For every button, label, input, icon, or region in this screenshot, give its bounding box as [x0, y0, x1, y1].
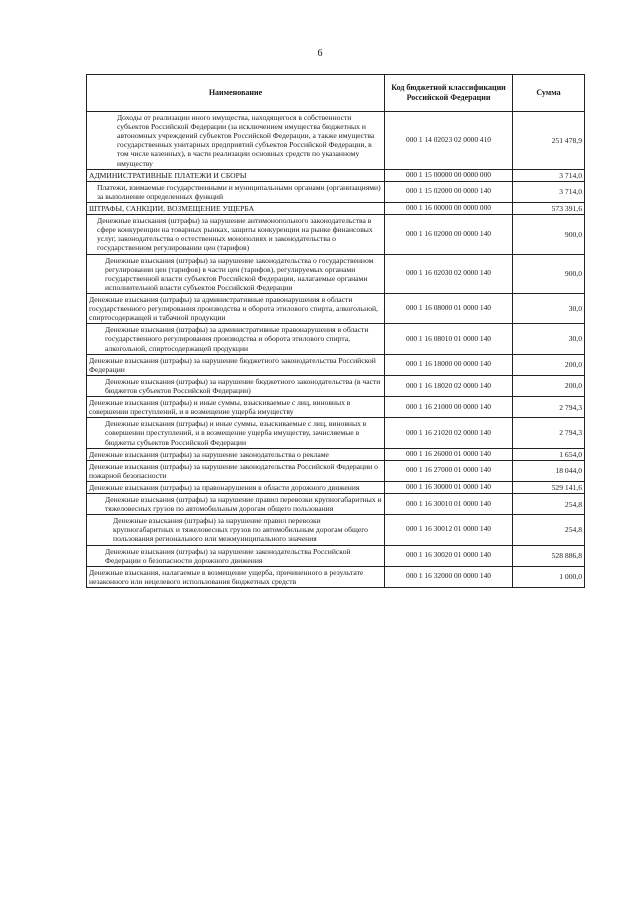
- page-number: 6: [317, 48, 323, 59]
- row-name: АДМИНИСТРАТИВНЫЕ ПЛАТЕЖИ И СБОРЫ: [87, 169, 385, 181]
- table-row: [87, 481, 585, 493]
- row-sum: 254,8: [513, 494, 585, 515]
- table-row: [87, 354, 585, 375]
- row-sum: 254,8: [513, 515, 585, 545]
- row-sum: 900,0: [513, 215, 585, 254]
- row-sum: 251 478,9: [513, 112, 585, 170]
- row-name: Денежные взыскания, налагаемые в возмещение ущерба, причиненного в результате незаконного или нецелевого использования бюджетных средств: [87, 566, 385, 587]
- table-row: [87, 181, 585, 202]
- row-code: 000 1 16 08000 01 0000 140: [385, 293, 513, 323]
- table-row: [87, 293, 585, 323]
- header-name: Наименование: [87, 75, 385, 112]
- row-name: Денежные взыскания (штрафы) за нарушение бюджетного законодательства Российской Федерации: [87, 354, 385, 375]
- row-sum: 3 714,0: [513, 169, 585, 181]
- table-row: [87, 460, 585, 481]
- row-sum: 900,0: [513, 254, 585, 293]
- row-name: Денежные взыскания (штрафы) за административные правонарушения в области государственного регулирования производства и оборота этилового спирта, алкогольной, спиртосодержащей и табачной продукции: [87, 293, 385, 323]
- table-header-row: [87, 75, 585, 112]
- table-row: [87, 202, 585, 214]
- table-row: [87, 112, 585, 170]
- row-sum: 573 391,6: [513, 202, 585, 214]
- row-code: 000 1 16 00000 00 0000 000: [385, 202, 513, 214]
- row-code: 000 1 16 21000 00 0000 140: [385, 397, 513, 418]
- table-row: [87, 494, 585, 515]
- table-row: [87, 169, 585, 181]
- row-name: Денежные взыскания (штрафы) за нарушение законодательства о рекламе: [87, 448, 385, 460]
- table-row: [87, 566, 585, 587]
- row-code: 000 1 16 30020 01 0000 140: [385, 545, 513, 566]
- row-sum: 528 886,8: [513, 545, 585, 566]
- table-row: [87, 324, 585, 354]
- row-sum: 200,0: [513, 354, 585, 375]
- row-code: 000 1 16 30000 01 0000 140: [385, 481, 513, 493]
- row-name: Денежные взыскания (штрафы) за нарушение законодательства Российской Федерации о пожарной безопасности: [87, 460, 385, 481]
- header-code: Код бюджетной классификации Российской Федерации: [385, 75, 513, 112]
- row-name: Денежные взыскания (штрафы) за нарушение бюджетного законодательства (в части бюджетов субъектов Российской Федерации): [87, 375, 385, 396]
- row-code: 000 1 16 21020 02 0000 140: [385, 418, 513, 448]
- row-name: Денежные взыскания (штрафы) за правонарушения в области дорожного движения: [87, 481, 385, 493]
- table-row: [87, 397, 585, 418]
- row-sum: 2 794,3: [513, 418, 585, 448]
- table-row: [87, 215, 585, 254]
- row-name: Денежные взыскания (штрафы) за нарушение законодательства Российской Федерации о безопасности дорожного движения: [87, 545, 385, 566]
- row-code: 000 1 15 02000 00 0000 140: [385, 181, 513, 202]
- row-code: 000 1 16 18020 02 0000 140: [385, 375, 513, 396]
- table-body: [87, 112, 585, 588]
- row-name: Денежные взыскания (штрафы) за нарушение правил перевозки крупногабаритных и тяжеловесных грузов по автомобильным дорогам общего пользования: [87, 494, 385, 515]
- row-sum: 1 000,0: [513, 566, 585, 587]
- row-name: Денежные взыскания (штрафы) за нарушение законодательства о государственном регулировании цен (тарифов) в части цен (тарифов), регулируемых органами государственной власти субъектов Российской Федерации, налагаемые органами исполнительной власти субъектов Российской Федерации: [87, 254, 385, 293]
- row-name: ШТРАФЫ, САНКЦИИ, ВОЗМЕЩЕНИЕ УЩЕРБА: [87, 202, 385, 214]
- row-code: 000 1 16 02000 00 0000 140: [385, 215, 513, 254]
- row-code: 000 1 16 02030 02 0000 140: [385, 254, 513, 293]
- row-sum: 18 044,0: [513, 460, 585, 481]
- row-code: 000 1 14 02023 02 0000 410: [385, 112, 513, 170]
- row-name: Денежные взыскания (штрафы) за нарушение антимонопольного законодательства в сфере конкуренции на товарных рынках, защиты конкуренции на рынке финансовых услуг, законодательства о естественных монополиях и законодательства о государственном регулировании цен (тарифов): [87, 215, 385, 254]
- row-name: Платежи, взимаемые государственными и муниципальными органами (организациями) за выполнение определенных функций: [87, 181, 385, 202]
- row-code: 000 1 16 27000 01 0000 140: [385, 460, 513, 481]
- header-sum: Сумма: [513, 75, 585, 112]
- row-code: 000 1 16 30012 01 0000 140: [385, 515, 513, 545]
- row-sum: 30,0: [513, 293, 585, 323]
- row-code: 000 1 16 30010 01 0000 140: [385, 494, 513, 515]
- row-code: 000 1 16 18000 00 0000 140: [385, 354, 513, 375]
- table-row: [87, 375, 585, 396]
- table-row: [87, 545, 585, 566]
- row-name: Денежные взыскания (штрафы) и иные суммы, взыскиваемые с лиц, виновных в совершении преступлений, и в возмещение ущерба имуществу, зачисляемые в бюджеты субъектов Российской Федерации: [87, 418, 385, 448]
- row-name: Денежные взыскания (штрафы) и иные суммы, взыскиваемые с лиц, виновных в совершении преступлений, и в возмещение ущерба имуществу: [87, 397, 385, 418]
- row-code: 000 1 16 26000 01 0000 140: [385, 448, 513, 460]
- row-sum: 200,0: [513, 375, 585, 396]
- row-code: 000 1 16 32000 00 0000 140: [385, 566, 513, 587]
- budget-revenue-table: [86, 74, 585, 588]
- table-row: [87, 418, 585, 448]
- table-row: [87, 448, 585, 460]
- row-code: 000 1 16 08010 01 0000 140: [385, 324, 513, 354]
- table-row: [87, 515, 585, 545]
- row-sum: 1 654,0: [513, 448, 585, 460]
- table-row: [87, 254, 585, 293]
- row-sum: 2 794,3: [513, 397, 585, 418]
- row-code: 000 1 15 00000 00 0000 000: [385, 169, 513, 181]
- row-sum: 529 141,6: [513, 481, 585, 493]
- row-name: Денежные взыскания (штрафы) за административные правонарушения в области государственного регулирования производства и оборота этилового спирта, алкогольной, спиртосодержащей продукции: [87, 324, 385, 354]
- row-name: Денежные взыскания (штрафы) за нарушение правил перевозки крупногабаритных и тяжеловесных грузов по автомобильным дорогам общего пользования регионального или межмуниципального значения: [87, 515, 385, 545]
- row-sum: 3 714,0: [513, 181, 585, 202]
- row-name: Доходы от реализации иного имущества, находящегося в собственности субъектов Российской Федерации (за исключением имущества бюджетных и автономных учреждений субъектов Российской Федерации, а также имущества государственных унитарных предприятий субъектов Российской Федерации, в том числе казенных), в части реализации основных средств по указанному имуществу: [87, 112, 385, 170]
- row-sum: 30,0: [513, 324, 585, 354]
